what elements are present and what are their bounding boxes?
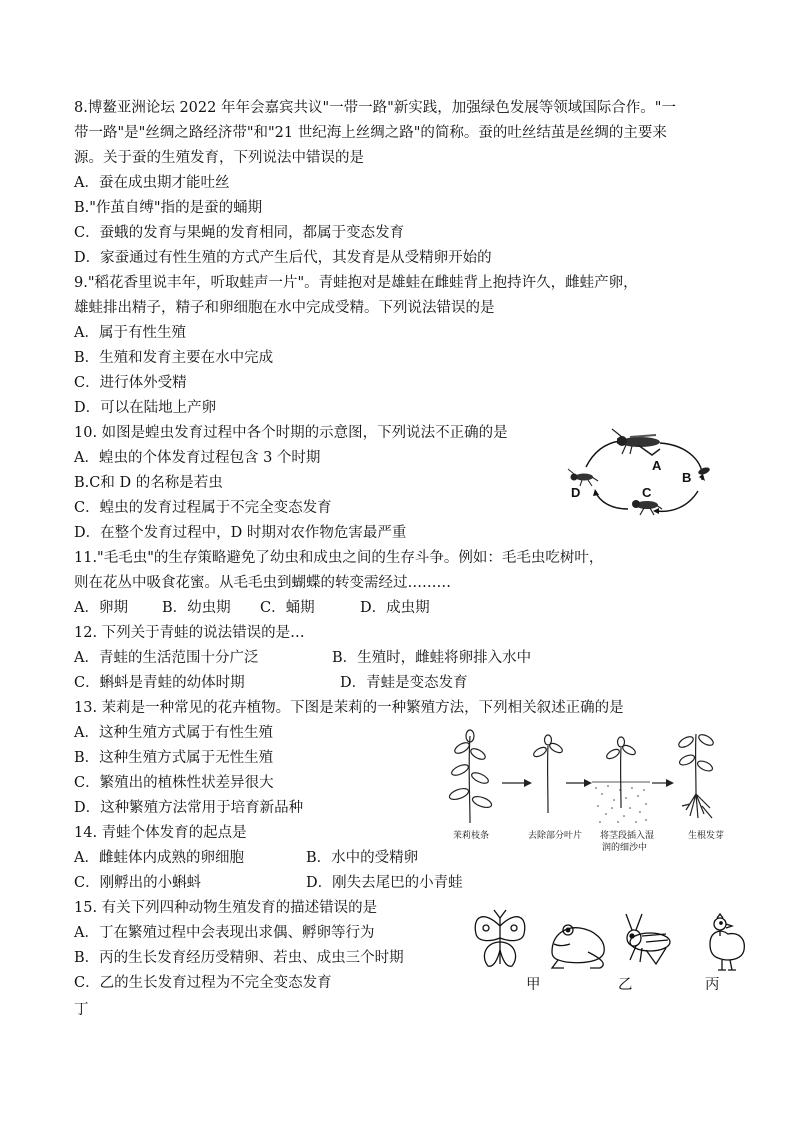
- q13-option-c: C．繁殖出的植株性状差异很大: [74, 775, 274, 791]
- q8-option-c: C．蚕蛾的发育与果蝇的发育相同，都属于变态发育: [74, 225, 405, 241]
- q10-option-b: B.C和 D 的名称是若虫: [74, 475, 223, 491]
- q10-option-d: D．在整个发育过程中，D 时期对农作物危害最严重: [74, 525, 407, 541]
- q13-option-d: D．这种繁殖方法常用于培育新品种: [74, 800, 304, 816]
- q12-option-d: D．青蛙是变态发育: [340, 675, 468, 691]
- caption-insert-sand-line-2: 润的细沙中: [602, 843, 648, 853]
- q8-option-b: B."作茧自缚"指的是蚕的蛹期: [74, 200, 263, 216]
- q9-option-d: D．可以在陆地上产卵: [74, 400, 217, 416]
- q11-stem-line-2: 则在花丛中吸食花蜜。从毛毛虫到蝴蝶的转变需经过………: [74, 575, 451, 591]
- q11-option-b: B．幼虫期: [162, 600, 231, 616]
- q12-option-a: A．青蛙的生活范围十分广泛: [74, 650, 259, 666]
- q9-option-b: B．生殖和发育主要在水中完成: [74, 350, 274, 366]
- animal-label-ding: 丁: [74, 1002, 89, 1018]
- animal-label-jia: 甲: [526, 977, 541, 993]
- jasmine-branch-icon: [448, 730, 493, 823]
- animal-label-bing: 丙: [705, 977, 720, 993]
- q11-option-c: C．蛹期: [260, 600, 315, 616]
- figure-label-c: C: [642, 485, 652, 500]
- animal-label-yi: 乙: [618, 977, 633, 993]
- q15-option-b: B．丙的生长发育经历受精卵、若虫、成虫三个时期: [74, 950, 404, 966]
- butterfly-icon: [475, 910, 525, 966]
- q8-option-a: A．蚕在成虫期才能吐丝: [74, 175, 230, 191]
- q13-option-b: B．这种生殖方式属于无性生殖: [74, 750, 274, 766]
- adult-locust-icon: [612, 429, 660, 455]
- jasmine-cutting-figure: [440, 728, 730, 828]
- q8-option-d: D．家蚕通过有性生殖的方式产生后代，其发育是从受精卵开始的: [74, 250, 492, 266]
- trimmed-stem-icon: [532, 735, 564, 813]
- q11-stem-line-1: 11."毛毛虫"的生存策略避免了幼虫和成虫之间的生存斗争。例如：毛毛虫吃树叶，: [74, 550, 604, 566]
- q9-option-c: C．进行体外受精: [74, 375, 187, 391]
- q12-stem: 12. 下列关于青蛙的说法错误的是…: [74, 625, 305, 641]
- q12-option-b: B．生殖时，雌蛙将卵排入水中: [332, 650, 532, 666]
- q10-option-c: C．蝗虫的发育过程属于不完全变态发育: [74, 500, 332, 516]
- chicken-icon: [710, 914, 744, 970]
- figure-label-b: B: [682, 470, 692, 485]
- q12-option-c: C．蝌蚪是青蛙的幼体时期: [74, 675, 245, 691]
- q14-stem: 14. 青蛙个体发育的起点是: [74, 825, 247, 841]
- q10-stem: 10. 如图是蝗虫发育过程中各个时期的示意图，下列说法不正确的是: [74, 425, 508, 441]
- caption-rooting: 生根发芽: [688, 831, 725, 841]
- stem-in-sand-icon: [592, 737, 650, 826]
- q8-stem-line-3: 源。关于蚕的生殖发育，下列说法中错误的是: [74, 150, 364, 166]
- q10-option-a: A．蝗虫的个体发育过程包含 3 个时期: [74, 450, 321, 466]
- locust-nymph-d-icon: [568, 469, 598, 486]
- q9-stem-line-2: 雄蛙排出精子，精子和卵细胞在水中完成受精。下列说法错误的是: [74, 300, 495, 316]
- locust-lifecycle-figure: [560, 425, 725, 520]
- q11-option-d: D．成虫期: [360, 600, 430, 616]
- q8-stem-line-2: 带一路"是"丝绸之路经济带"和"21 世纪海上丝绸之路"的简称。蚕的吐丝结茧是丝绸的主要来: [74, 125, 667, 141]
- q15-option-c: C．乙的生长发育过程为不完全变态发育: [74, 975, 332, 991]
- caption-insert-sand-line-1: 将茎段插入湿: [600, 831, 655, 841]
- q15-option-a: A．丁在繁殖过程中会表现出求偶、孵卵等行为: [74, 925, 375, 941]
- grasshopper-icon: [626, 914, 670, 964]
- rooted-plant-icon: [677, 733, 715, 818]
- figure-label-a: A: [652, 458, 662, 473]
- locust-egg-icon: [697, 466, 710, 476]
- caption-jasmine-branch: 茉莉枝条: [453, 831, 490, 841]
- q14-option-b: B．水中的受精卵: [306, 850, 419, 866]
- q13-stem: 13. 茉莉是一种常见的花卉植物。下图是茉莉的一种繁殖方法，下列相关叙述正确的是: [74, 700, 624, 716]
- q14-option-a: A．雌蛙体内成熟的卵细胞: [74, 850, 244, 866]
- q15-stem: 15. 有关下列四种动物生殖发育的描述错误的是: [74, 900, 378, 916]
- q9-option-a: A．属于有性生殖: [74, 325, 186, 341]
- caption-remove-leaves: 去除部分叶片: [528, 831, 583, 841]
- figure-label-d: D: [571, 485, 581, 500]
- q9-stem-line-1: 9."稻花香里说丰年，听取蛙声一片"。青蛙抱对是雄蛙在雌蛙背上抱持许久，雌蛙产卵，: [74, 275, 638, 291]
- q14-option-c: C．刚孵出的小蝌蚪: [74, 875, 202, 891]
- frog-icon: [552, 925, 604, 968]
- q8-stem-line-1: 8.博鳌亚洲论坛 2022 年年会嘉宾共议"一带一路"新实践，加强绿色发展等领域国际合作。"一: [74, 100, 676, 116]
- q14-option-d: D．刚失去尾巴的小青蛙: [306, 875, 463, 891]
- four-animals-figure: [470, 908, 755, 976]
- q11-option-a: A．卵期: [74, 600, 128, 616]
- q13-option-a: A．这种生殖方式属于有性生殖: [74, 725, 273, 741]
